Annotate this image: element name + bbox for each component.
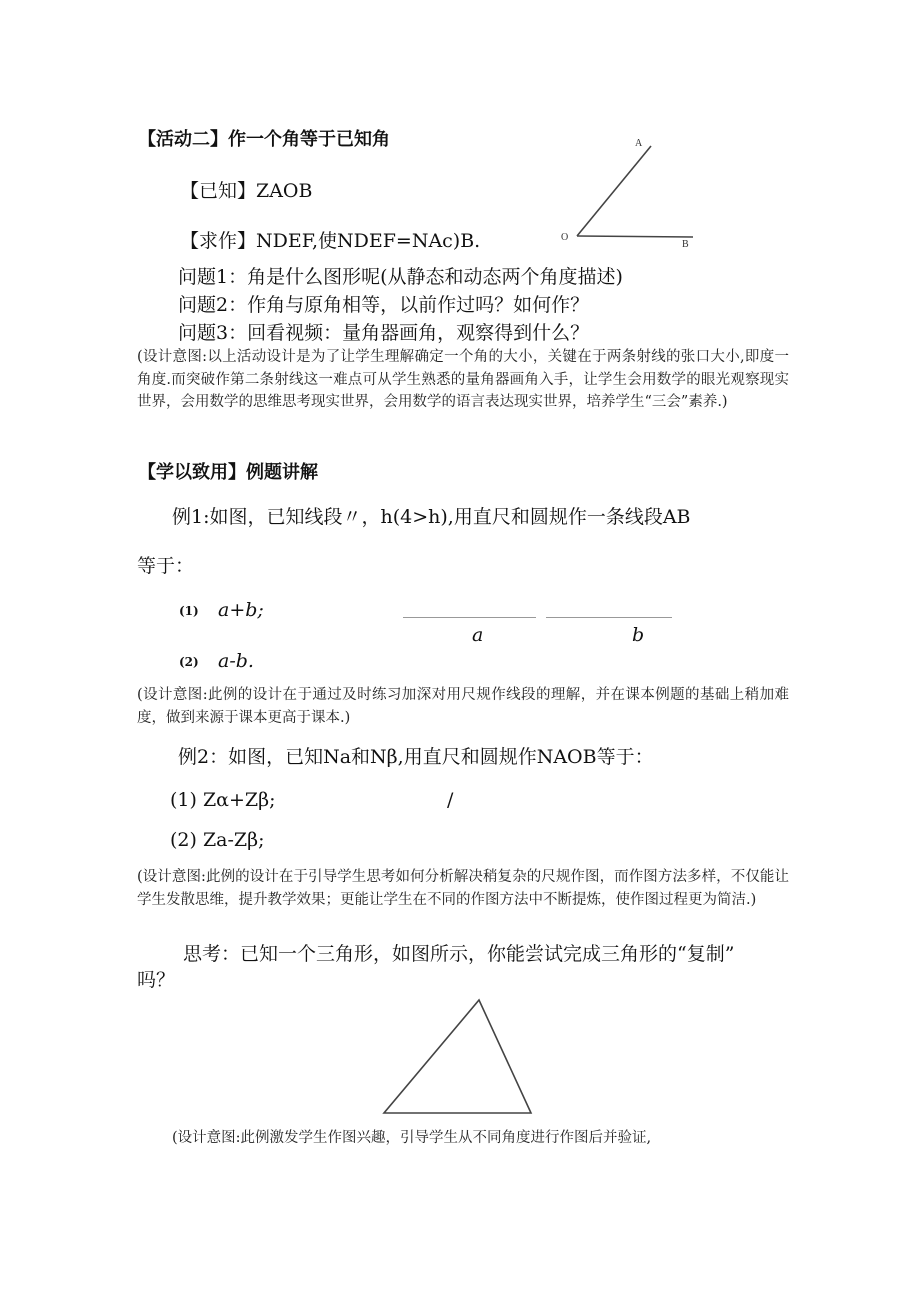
label-o: O [561,232,569,243]
ray-ob [577,236,693,237]
segment-a-label: a [472,624,484,646]
example-2-slash: / [447,789,454,811]
triangle-figure [378,994,538,1120]
think-line1: 思考：已知一个三角形，如图所示，你能尝试完成三角形的“复制” [183,943,735,965]
task-statement: 【求作】NDEF,使NDEF=NAc)B. [180,230,481,252]
example-1-line2: 等于： [137,555,195,577]
example-2-item2: (2) Za-Zβ; [170,829,265,851]
example-1-item2-number: (2) [179,655,199,669]
label-b: B [682,239,689,250]
example-1-item2-text: a-b. [218,650,254,672]
example-1-line1: 例1:如图，已知线段〃，h(4>h),用直尺和圆规作一条线段AB [172,506,691,528]
design-intent-4: (设计意图:此例激发学生作图兴趣，引导学生从不同角度进行作图后并验证, [172,1130,652,1146]
example-1-item1-text: a+b; [218,599,264,621]
example-2-line: 例2：如图，已知Na和Nβ,用直尺和圆规作NAOB等于： [178,746,654,768]
question-2: 问题2：作角与原角相等，以前作过吗？如何作？ [178,294,590,316]
application-title: 【学以致用】例题讲解 [138,462,318,483]
ray-oa [577,146,651,236]
example-1-item1-number: (1) [179,604,199,618]
given-statement: 【已知】ZAOB [180,180,313,202]
think-line2: 吗？ [137,969,176,991]
segment-b-label: b [632,624,645,646]
segment-b [546,617,672,618]
angle-aob-figure [555,133,705,253]
design-intent-3: (设计意图:此例的设计在于引导学生思考如何分析解决稍复杂的尺规作图，而作图方法多样，不仅能让学生发散思维，提升教学效果；更能让学生在不同的作图方法中不断提炼，使作图过程更为简洁.) [137,869,789,908]
triangle-shape [384,1000,531,1113]
design-intent-1: (设计意图:以上活动设计是为了让学生理解确定一个角的大小，关键在于两条射线的张口大小,即度一角度.而突破作第二条射线这一难点可从学生熟悉的量角器画角入手，让学生会用数学的眼光观察现实世界，会用数学的思维思考现实世界，会用数学的语言表达现实世界，培养学生“三会”素养.) [137,349,789,410]
question-1: 问题1：角是什么图形呢(从静态和动态两个角度描述) [178,266,623,288]
activity2-title: 【活动二】作一个角等于已知角 [138,129,390,150]
segment-a [403,617,536,618]
design-intent-2: (设计意图:此例的设计在于通过及时练习加深对用尺规作线段的理解，并在课本例题的基础上稍加难度，做到来源于课本更高于课本.) [137,687,789,726]
example-2-item1: (1) Zα+Zβ; [170,789,276,811]
question-3: 问题3：回看视频：量角器画角，观察得到什么？ [178,322,590,344]
label-a: A [635,138,643,149]
